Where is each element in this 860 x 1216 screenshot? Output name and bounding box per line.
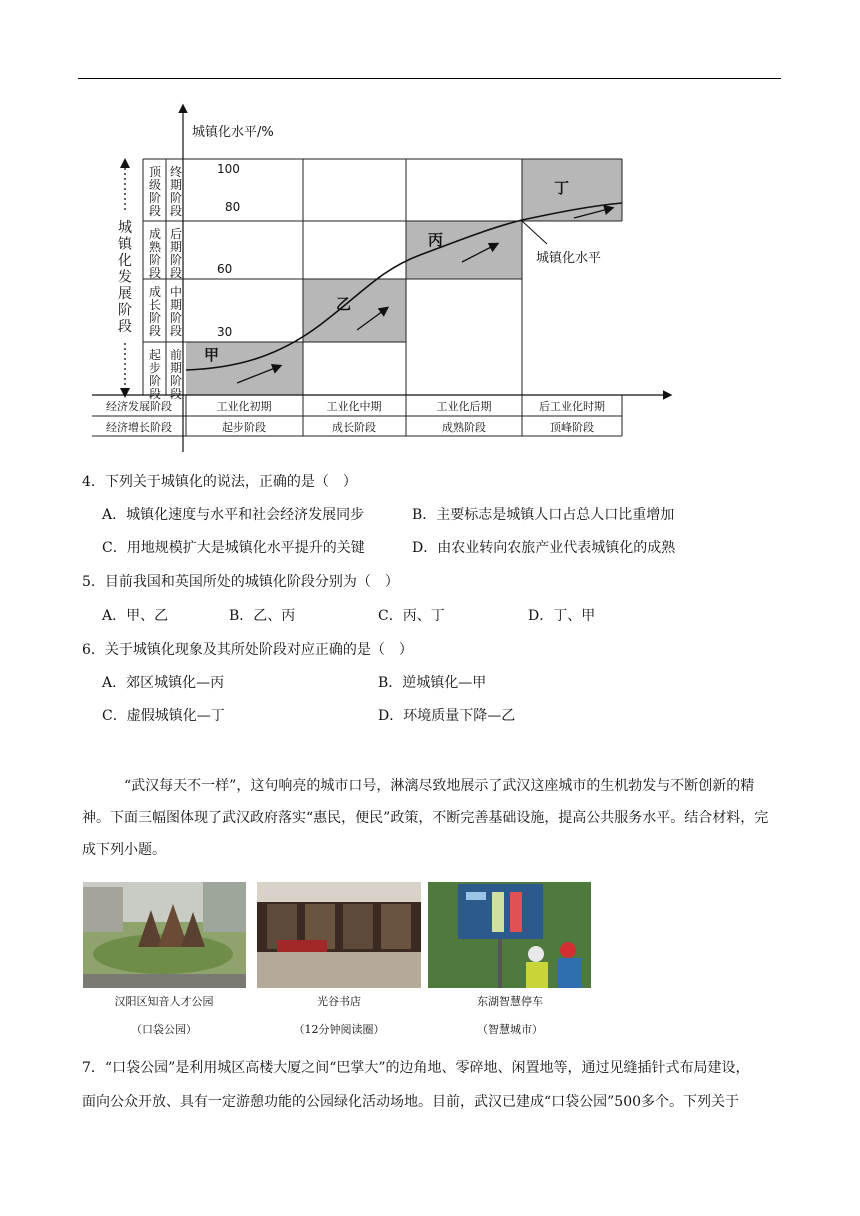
row2-cell: 成熟阶段 <box>442 421 486 434</box>
passage-text: “武汉每天不一样”，这句响亮的城市口号，淋漓尽致地展示了武汉这座城市的生机勃发与不断创新的精神。下面三幅图体现了武汉政府落实“惠民，便民”政策，不断完善基础设施，提高公共服务水平。结合材料，完成下列小题。 <box>82 778 769 858</box>
q4-option-d[interactable]: D．由农业转向农旅产业代表城镇化的成熟 <box>412 540 676 556</box>
row2-cell: 起步阶段 <box>222 421 266 434</box>
stage-inner-labels <box>170 165 182 401</box>
q5-option-d[interactable]: D．丁、甲 <box>528 608 596 624</box>
question-7-line2: 面向公众开放、具有一定游憩功能的公园绿化活动场地。目前，武汉已建成“口袋公园”500多个。下列关于 <box>82 1094 740 1110</box>
row2-cell: 成长阶段 <box>332 421 376 434</box>
mark-jia: 甲 <box>204 346 220 364</box>
photo-smart-parking <box>428 882 591 988</box>
photo1-subcaption: （口袋公园） <box>131 1023 197 1036</box>
shade-ding <box>522 159 622 221</box>
row1-cell: 工业化初期 <box>216 400 272 413</box>
curve-label: 城镇化水平 <box>536 251 602 266</box>
vertical-axis-label-text: 城镇化发展阶段 <box>118 220 132 335</box>
question-7-line1: 7．“口袋公园”是利用城区高楼大厦之间“巴掌大”的边角地、零碎地、闲置地等，通过见缝插针式布局建设， <box>82 1060 750 1076</box>
urbanization-stage-figure <box>0 0 860 460</box>
q5-option-b[interactable]: B．乙、丙 <box>229 608 296 624</box>
q5-option-a[interactable]: A．甲、乙 <box>102 608 169 624</box>
question-6-stem: 6．关于城镇化现象及其所处阶段对应正确的是（ ） <box>82 642 413 658</box>
q6-option-a[interactable]: A．郊区城镇化—丙 <box>102 675 225 691</box>
stage-outer-label: 成长阶段 <box>148 285 162 338</box>
tick-60: 60 <box>217 262 233 276</box>
photo2-caption: 光谷书店 <box>317 995 361 1008</box>
photo1-caption: 汉阳区知音人才公园 <box>114 995 214 1008</box>
mark-bing: 丙 <box>428 231 444 249</box>
q4-option-a[interactable]: A．城镇化速度与水平和社会经济发展同步 <box>102 507 365 523</box>
vertical-axis-label <box>118 220 133 335</box>
stage-outer-label: 顶级阶段 <box>148 165 162 218</box>
row1-title: 经济发展阶段 <box>106 400 172 413</box>
stage-outer-label: 成熟阶段 <box>148 227 162 280</box>
material-passage <box>82 770 782 866</box>
photo-pocket-park <box>83 882 246 988</box>
photo3-subcaption: （智慧城市） <box>477 1023 543 1036</box>
row2-cell: 顶峰阶段 <box>550 421 594 434</box>
question-5-stem: 5．目前我国和英国所处的城镇化阶段分别为（ ） <box>82 574 399 590</box>
tick-30: 30 <box>217 325 233 339</box>
stage-outer-label: 起步阶段 <box>148 348 162 401</box>
stage-inner-label: 后期阶段 <box>169 227 183 280</box>
row1-cell: 后工业化时期 <box>539 400 605 413</box>
stage-inner-label: 终期阶段 <box>169 165 183 218</box>
q5-option-c[interactable]: C．丙、丁 <box>378 608 445 624</box>
photo2-subcaption: （12分钟阅读圈） <box>293 1023 385 1036</box>
row2-title: 经济增长阶段 <box>106 421 172 434</box>
row1-cell: 工业化后期 <box>436 400 492 413</box>
y-axis-label: 城镇化水平/% <box>192 125 274 140</box>
q6-option-b[interactable]: B．逆城镇化—甲 <box>378 675 487 691</box>
shade-yi <box>303 279 406 342</box>
mark-yi: 乙 <box>336 295 352 313</box>
mark-ding: 丁 <box>554 179 570 197</box>
stage-outer-labels <box>149 165 162 401</box>
question-4-stem: 4．下列关于城镇化的说法，正确的是（ ） <box>82 474 357 490</box>
q4-option-c[interactable]: C．用地规模扩大是城镇化水平提升的关键 <box>102 540 365 556</box>
photo-bookstore <box>257 882 421 988</box>
stage-inner-label: 前期阶段 <box>169 348 183 401</box>
q4-option-b[interactable]: B．主要标志是城镇人口占总人口比重增加 <box>412 507 675 523</box>
curve-label-leader <box>522 221 547 244</box>
row1-cell: 工业化中期 <box>326 400 382 413</box>
shade-bing <box>406 221 522 279</box>
stage-inner-label: 中期阶段 <box>169 285 183 338</box>
q6-option-c[interactable]: C．虚假城镇化—丁 <box>102 708 225 724</box>
photo3-caption: 东湖智慧停车 <box>477 995 543 1008</box>
q6-option-d[interactable]: D．环境质量下降—乙 <box>378 708 516 724</box>
tick-80: 80 <box>225 200 241 214</box>
tick-100: 100 <box>217 162 240 176</box>
